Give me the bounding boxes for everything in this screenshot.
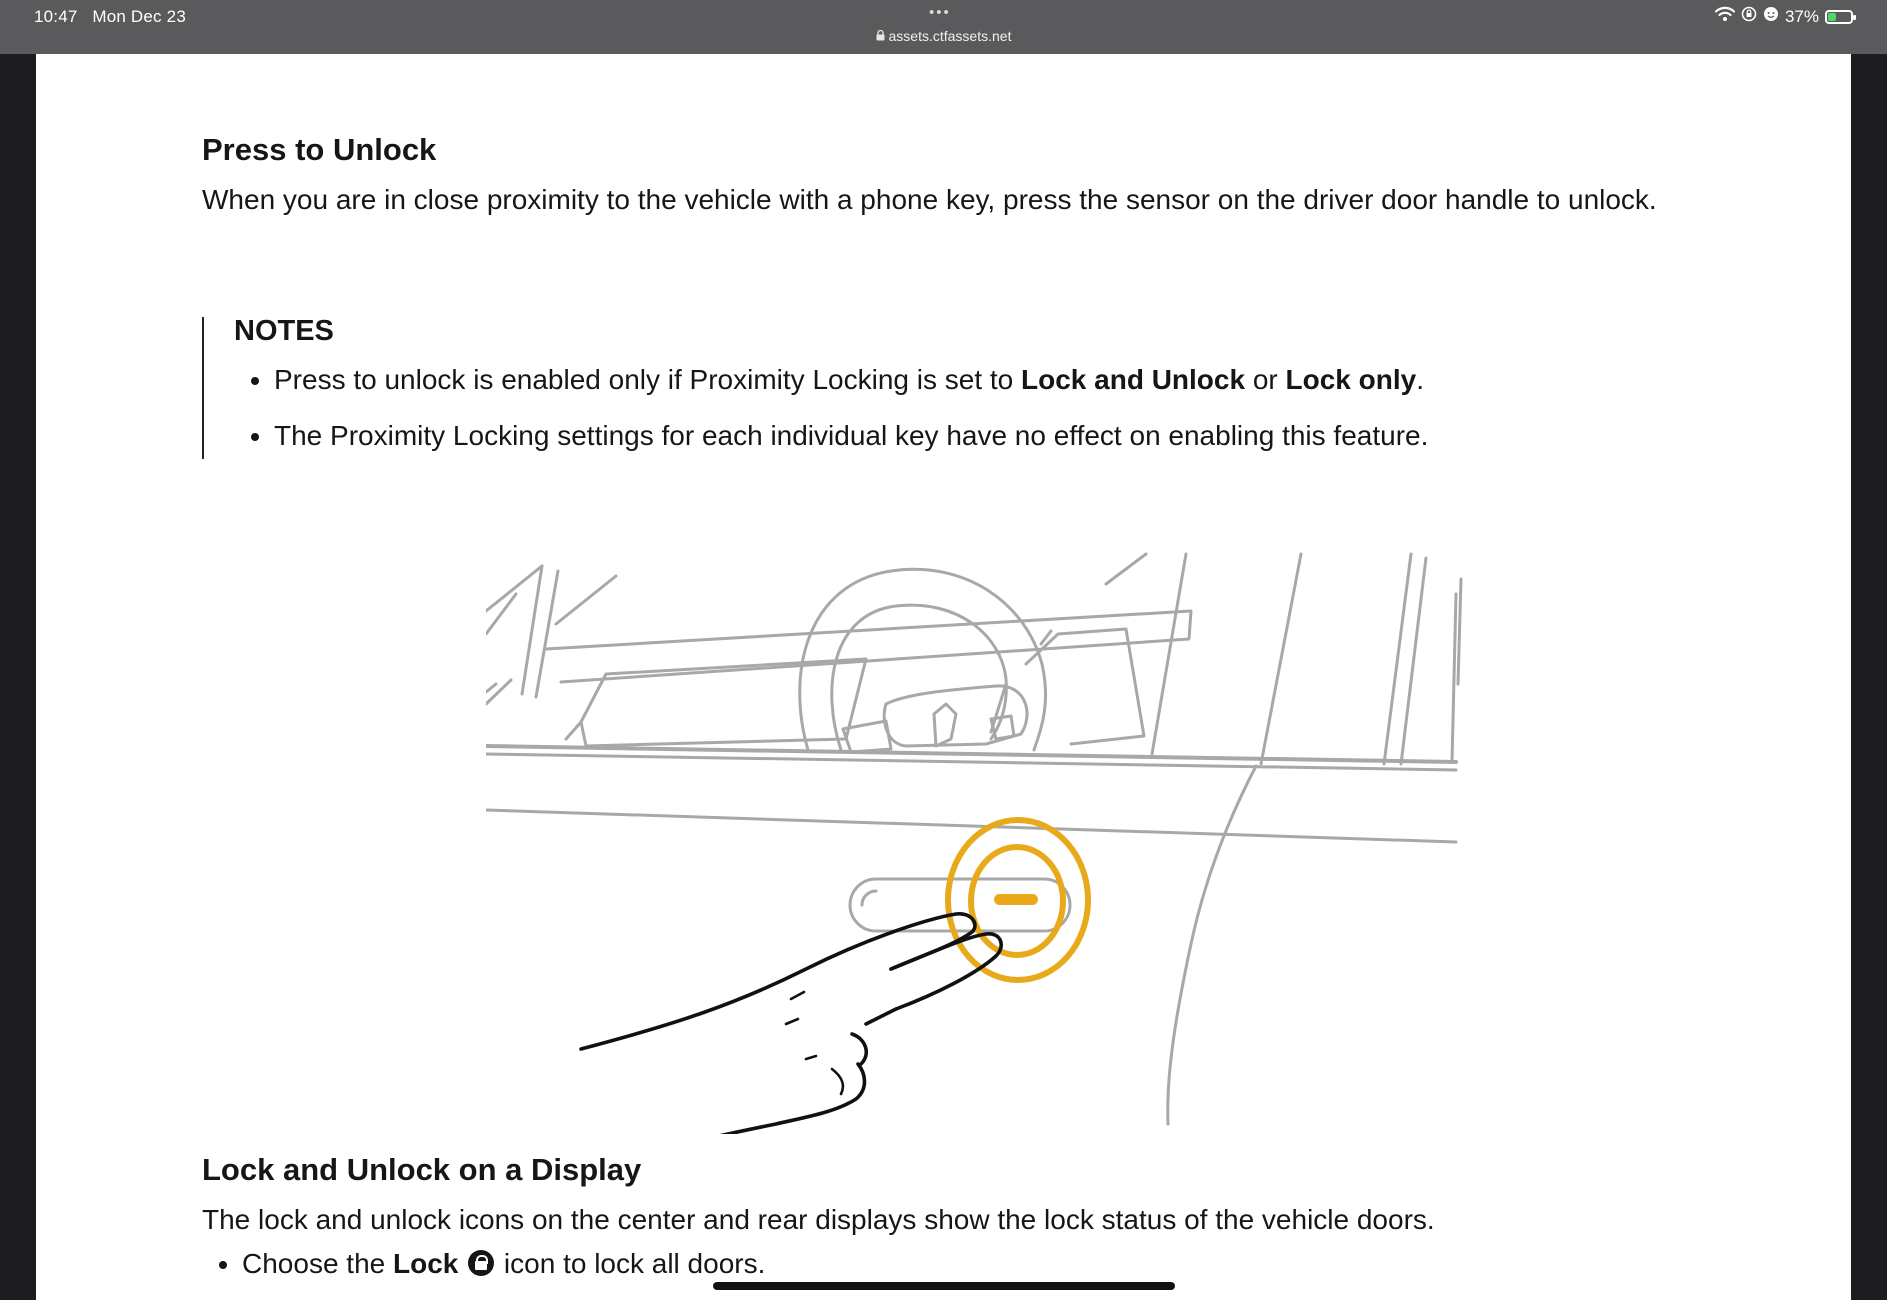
status-icons [1715, 6, 1853, 27]
battery-icon [1825, 10, 1853, 24]
note-1-period: . [1416, 364, 1425, 395]
lock-bullet-bold: Lock [393, 1248, 459, 1279]
lock-icon [468, 1250, 494, 1276]
note-1-or: or [1245, 364, 1286, 395]
display-lock-list [202, 1244, 765, 1284]
notes-list [234, 360, 1684, 456]
status-date: Mon Dec 23 [92, 7, 186, 26]
section-title-press-to-unlock: Press to Unlock [202, 132, 437, 167]
note-1-bold-lock-only: Lock only [1285, 364, 1417, 395]
url-text: assets.ctfassets.net [888, 28, 1012, 44]
wifi-icon [1715, 6, 1735, 27]
note-1-bold-lock-and-unlock: Lock and Unlock [1021, 364, 1246, 395]
notes-title: NOTES [234, 315, 334, 347]
document-page[interactable] [36, 54, 1851, 1300]
status-time-date [34, 7, 186, 27]
note-item-2: • The Proximity Locking settings for each individual key have no effect on enabling this feature. [274, 416, 1684, 456]
more-dots-icon[interactable]: ••• [929, 4, 951, 21]
address-bar[interactable] [0, 28, 1887, 44]
door-handle-illustration [486, 514, 1466, 1134]
home-indicator[interactable] [713, 1282, 1175, 1290]
list-item-lock [242, 1244, 765, 1284]
status-time: 10:47 [34, 7, 78, 26]
section-body-press-to-unlock: When you are in close proximity to the vehicle with a phone key, press the sensor on the driver door handle to unlock. [202, 184, 1657, 215]
lock-bullet-text: Choose the [242, 1248, 393, 1279]
focus-mode-icon [1763, 6, 1779, 27]
battery-percent: 37% [1784, 6, 1819, 26]
section-title-lock-unlock-display: Lock and Unlock on a Display [202, 1152, 642, 1187]
section-body-lock-unlock-display: The lock and unlock icons on the center and rear displays show the lock status of the vehicle doors. [202, 1204, 1435, 1235]
padlock-icon [876, 28, 885, 44]
status-bar [0, 0, 1887, 54]
note-item-1 [274, 360, 1684, 400]
battery-level [1828, 13, 1836, 21]
orientation-lock-icon [1741, 6, 1757, 27]
lock-bullet-rest: icon to lock all doors. [496, 1248, 766, 1279]
notes-callout [202, 317, 1684, 459]
note-1-text: Press to unlock is enabled only if Proximity Locking is set to [274, 364, 1022, 395]
